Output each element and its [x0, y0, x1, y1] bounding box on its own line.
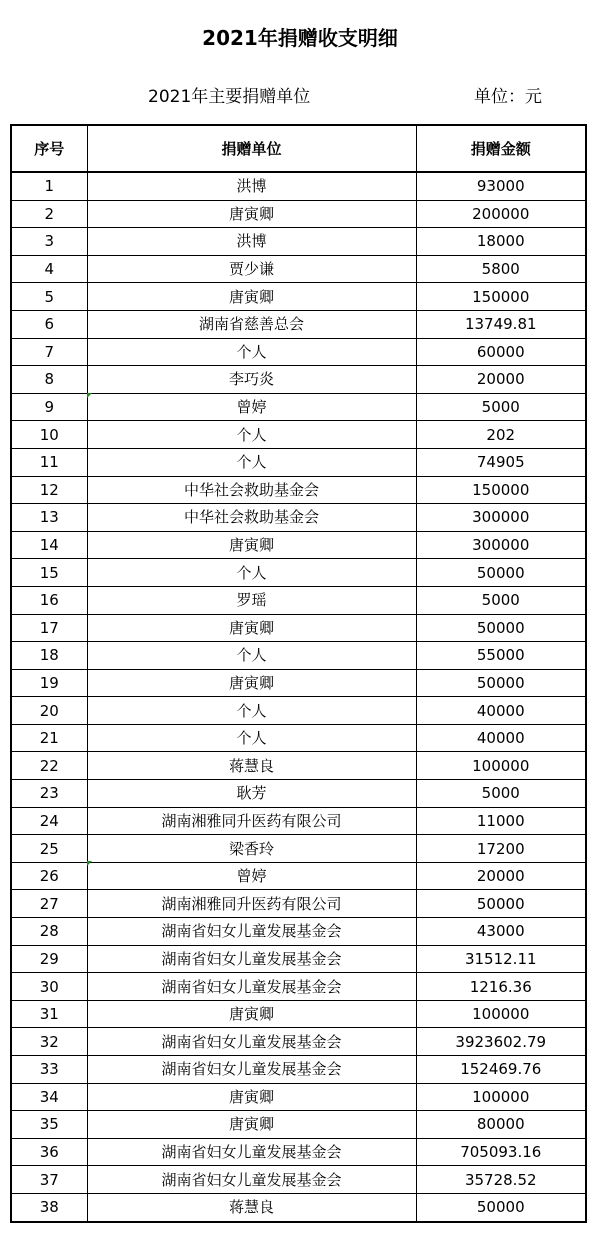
- table-row: [11, 807, 586, 835]
- row-seq: 20: [11, 697, 87, 725]
- table-row: [11, 172, 586, 200]
- row-donor: 罗瑶: [87, 586, 416, 614]
- row-donor: 蒋慧良: [87, 1193, 416, 1221]
- row-amount: 100000: [416, 1000, 586, 1028]
- table-row: [11, 255, 586, 283]
- row-donor: 中华社会救助基金会: [87, 504, 416, 532]
- table-row: [11, 559, 586, 587]
- row-donor: 唐寅卿: [87, 1083, 416, 1111]
- table-row: [11, 421, 586, 449]
- row-donor: 湖南省妇女儿童发展基金会: [87, 1028, 416, 1056]
- header-row: [11, 125, 586, 172]
- row-seq: 13: [11, 504, 87, 532]
- row-seq: 37: [11, 1166, 87, 1194]
- row-seq: 1: [11, 172, 87, 200]
- row-donor: 中华社会救助基金会: [87, 476, 416, 504]
- row-amount: 300000: [416, 531, 586, 559]
- row-donor: 个人: [87, 559, 416, 587]
- row-seq: 15: [11, 559, 87, 587]
- table-row: [11, 310, 586, 338]
- row-donor: 唐寅卿: [87, 200, 416, 228]
- table-row: [11, 366, 586, 394]
- page-title: 2021年捐赠收支明细: [202, 26, 398, 50]
- row-donor: 湖南湘雅同升医药有限公司: [87, 890, 416, 918]
- row-seq: 24: [11, 807, 87, 835]
- header-donor: 捐赠单位: [87, 125, 416, 172]
- row-donor: 唐寅卿: [87, 614, 416, 642]
- table-row: [11, 1111, 586, 1139]
- row-amount: 50000: [416, 614, 586, 642]
- row-seq: 34: [11, 1083, 87, 1111]
- row-amount: 31512.11: [416, 945, 586, 973]
- row-seq: 4: [11, 255, 87, 283]
- row-donor: 贾少谦: [87, 255, 416, 283]
- row-amount: 20000: [416, 862, 586, 890]
- row-seq: 31: [11, 1000, 87, 1028]
- row-donor: 曾婷: [87, 393, 416, 421]
- row-amount: 150000: [416, 476, 586, 504]
- cell-comment-marker: [87, 861, 92, 866]
- row-seq: 29: [11, 945, 87, 973]
- row-seq: 18: [11, 642, 87, 670]
- row-donor: 唐寅卿: [87, 669, 416, 697]
- row-seq: 36: [11, 1138, 87, 1166]
- header-amount: 捐赠金额: [416, 125, 586, 172]
- row-donor: 唐寅卿: [87, 1111, 416, 1139]
- table-row: [11, 697, 586, 725]
- row-donor: 唐寅卿: [87, 283, 416, 311]
- row-amount: 40000: [416, 697, 586, 725]
- row-amount: 5000: [416, 780, 586, 808]
- table-row: [11, 1028, 586, 1056]
- table-row: [11, 393, 586, 421]
- row-amount: 80000: [416, 1111, 586, 1139]
- table-row: [11, 1056, 586, 1084]
- table-row: [11, 504, 586, 532]
- row-seq: 9: [11, 393, 87, 421]
- row-seq: 8: [11, 366, 87, 394]
- row-seq: 12: [11, 476, 87, 504]
- table-row: [11, 476, 586, 504]
- row-donor: 湖南省妇女儿童发展基金会: [87, 1138, 416, 1166]
- row-amount: 202: [416, 421, 586, 449]
- table-row: [11, 586, 586, 614]
- row-donor: 个人: [87, 697, 416, 725]
- row-amount: 55000: [416, 642, 586, 670]
- row-seq: 25: [11, 835, 87, 863]
- row-amount: 11000: [416, 807, 586, 835]
- row-donor: 个人: [87, 338, 416, 366]
- table-row: [11, 890, 586, 918]
- table-row: [11, 752, 586, 780]
- row-amount: 50000: [416, 669, 586, 697]
- row-seq: 14: [11, 531, 87, 559]
- row-donor: 湖南省妇女儿童发展基金会: [87, 1056, 416, 1084]
- table-row: [11, 835, 586, 863]
- row-amount: 40000: [416, 724, 586, 752]
- table-row: [11, 918, 586, 946]
- table-row: [11, 724, 586, 752]
- row-seq: 17: [11, 614, 87, 642]
- row-seq: 3: [11, 228, 87, 256]
- row-seq: 7: [11, 338, 87, 366]
- subtitle: 2021年主要捐赠单位: [148, 87, 311, 107]
- row-donor: 唐寅卿: [87, 531, 416, 559]
- row-amount: 5800: [416, 255, 586, 283]
- row-amount: 50000: [416, 890, 586, 918]
- row-amount: 35728.52: [416, 1166, 586, 1194]
- row-seq: 10: [11, 421, 87, 449]
- table-row: [11, 780, 586, 808]
- row-seq: 22: [11, 752, 87, 780]
- row-donor: 唐寅卿: [87, 1000, 416, 1028]
- row-amount: 18000: [416, 228, 586, 256]
- row-donor: 湖南湘雅同升医药有限公司: [87, 807, 416, 835]
- row-seq: 23: [11, 780, 87, 808]
- row-seq: 27: [11, 890, 87, 918]
- cell-comment-marker: [87, 393, 92, 398]
- row-donor: 湖南省慈善总会: [87, 310, 416, 338]
- row-amount: 5000: [416, 586, 586, 614]
- table-row: [11, 1000, 586, 1028]
- row-seq: 35: [11, 1111, 87, 1139]
- row-donor: 个人: [87, 421, 416, 449]
- row-donor: 个人: [87, 448, 416, 476]
- row-donor: 李巧炎: [87, 366, 416, 394]
- table-row: [11, 614, 586, 642]
- row-amount: 50000: [416, 1193, 586, 1221]
- row-amount: 13749.81: [416, 310, 586, 338]
- unit-label: 单位：元: [474, 87, 542, 107]
- row-donor: 个人: [87, 724, 416, 752]
- row-amount: 152469.76: [416, 1056, 586, 1084]
- row-amount: 50000: [416, 559, 586, 587]
- row-donor: 梁香玲: [87, 835, 416, 863]
- table-row: [11, 945, 586, 973]
- table-row: [11, 200, 586, 228]
- row-amount: 60000: [416, 338, 586, 366]
- row-seq: 5: [11, 283, 87, 311]
- row-seq: 32: [11, 1028, 87, 1056]
- row-donor: 耿芳: [87, 780, 416, 808]
- table-row: [11, 1166, 586, 1194]
- row-amount: 100000: [416, 752, 586, 780]
- row-amount: 1216.36: [416, 973, 586, 1001]
- row-donor: 蒋慧良: [87, 752, 416, 780]
- row-donor: 湖南省妇女儿童发展基金会: [87, 973, 416, 1001]
- row-amount: 705093.16: [416, 1138, 586, 1166]
- row-seq: 6: [11, 310, 87, 338]
- row-amount: 100000: [416, 1083, 586, 1111]
- row-seq: 26: [11, 862, 87, 890]
- row-amount: 5000: [416, 393, 586, 421]
- row-seq: 30: [11, 973, 87, 1001]
- row-seq: 28: [11, 918, 87, 946]
- row-donor: 湖南省妇女儿童发展基金会: [87, 918, 416, 946]
- table-row: [11, 669, 586, 697]
- row-amount: 150000: [416, 283, 586, 311]
- row-amount: 93000: [416, 172, 586, 200]
- row-donor: 个人: [87, 642, 416, 670]
- table-row: [11, 531, 586, 559]
- table-row: [11, 1193, 586, 1221]
- row-amount: 43000: [416, 918, 586, 946]
- table-row: [11, 1083, 586, 1111]
- table-row: [11, 448, 586, 476]
- row-amount: 300000: [416, 504, 586, 532]
- row-amount: 17200: [416, 835, 586, 863]
- row-amount: 200000: [416, 200, 586, 228]
- row-seq: 33: [11, 1056, 87, 1084]
- row-seq: 19: [11, 669, 87, 697]
- table-row: [11, 642, 586, 670]
- row-donor: 洪博: [87, 172, 416, 200]
- row-seq: 38: [11, 1193, 87, 1221]
- row-seq: 21: [11, 724, 87, 752]
- row-amount: 3923602.79: [416, 1028, 586, 1056]
- row-seq: 11: [11, 448, 87, 476]
- header-seq: 序号: [11, 125, 87, 172]
- donation-table: [10, 124, 587, 1223]
- row-donor: 洪博: [87, 228, 416, 256]
- table-row: [11, 862, 586, 890]
- row-seq: 2: [11, 200, 87, 228]
- table-row: [11, 973, 586, 1001]
- table-row: [11, 1138, 586, 1166]
- table-row: [11, 283, 586, 311]
- row-seq: 16: [11, 586, 87, 614]
- table-row: [11, 338, 586, 366]
- table-row: [11, 228, 586, 256]
- row-amount: 20000: [416, 366, 586, 394]
- row-amount: 74905: [416, 448, 586, 476]
- row-donor: 湖南省妇女儿童发展基金会: [87, 1166, 416, 1194]
- row-donor: 曾婷: [87, 862, 416, 890]
- row-donor: 湖南省妇女儿童发展基金会: [87, 945, 416, 973]
